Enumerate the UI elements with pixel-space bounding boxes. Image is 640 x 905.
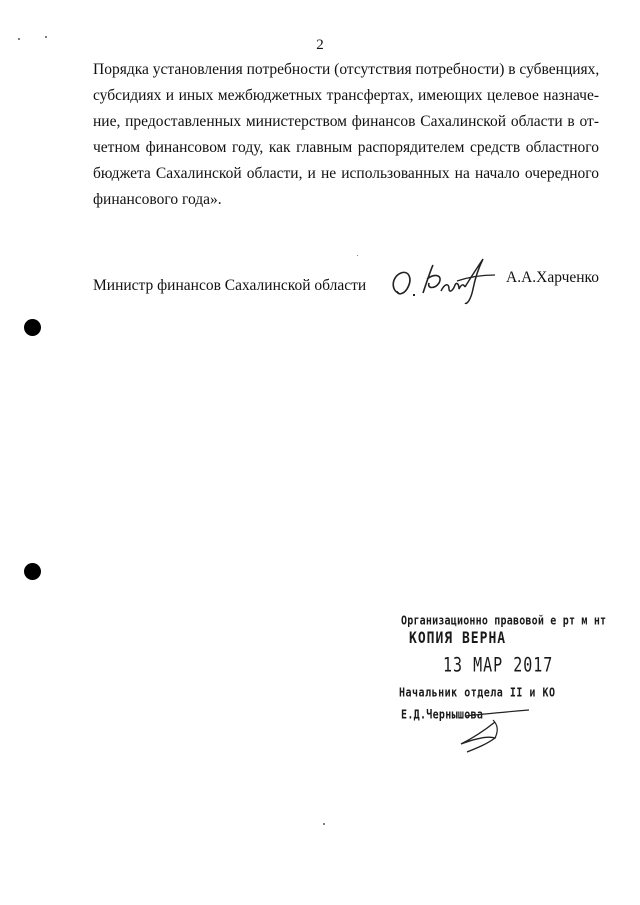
body-line: бюджета Сахалинской области, и не использованных на начало очередного	[93, 165, 599, 182]
body-line: четном финансовом году, как главным распорядителем средств областного	[93, 139, 599, 156]
page-number: 2	[316, 37, 324, 53]
stamp-head-line: Начальник отдела II и КО	[399, 686, 556, 701]
body-line: Порядка установления потребности (отсутствия потребности) в субвенциях,	[93, 61, 600, 78]
hole-punch	[24, 563, 41, 580]
signer-name: А.А.Харченко	[506, 269, 600, 286]
stamp-date: 13 МАР 2017	[443, 653, 554, 677]
stamp-org-line: Организационно правовой е рт м нт	[401, 614, 607, 629]
certified-copy-stamp	[395, 612, 610, 762]
body-line: финансового года».	[93, 191, 222, 208]
scan-speck	[45, 36, 47, 38]
hole-punch	[24, 319, 41, 336]
scan-speck	[357, 255, 358, 256]
body-line: субсидиях и иных межбюджетных трансфертах, имеющих целевое назначе-	[93, 87, 599, 104]
position-title: Министр финансов Сахалинской области	[93, 277, 367, 294]
scan-speck	[18, 38, 20, 40]
stamp-copy-verified: КОПИЯ ВЕРНА	[409, 629, 507, 648]
stamp-officer-name: Е.Д.Чернышова	[401, 708, 484, 723]
stamp-handwritten-signature	[437, 708, 532, 754]
body-line: ние, предоставленных министерством финансов Сахалинской области в от-	[93, 113, 599, 130]
signature-block	[93, 269, 603, 317]
scan-speck	[323, 823, 325, 825]
handwritten-signature	[387, 255, 499, 307]
